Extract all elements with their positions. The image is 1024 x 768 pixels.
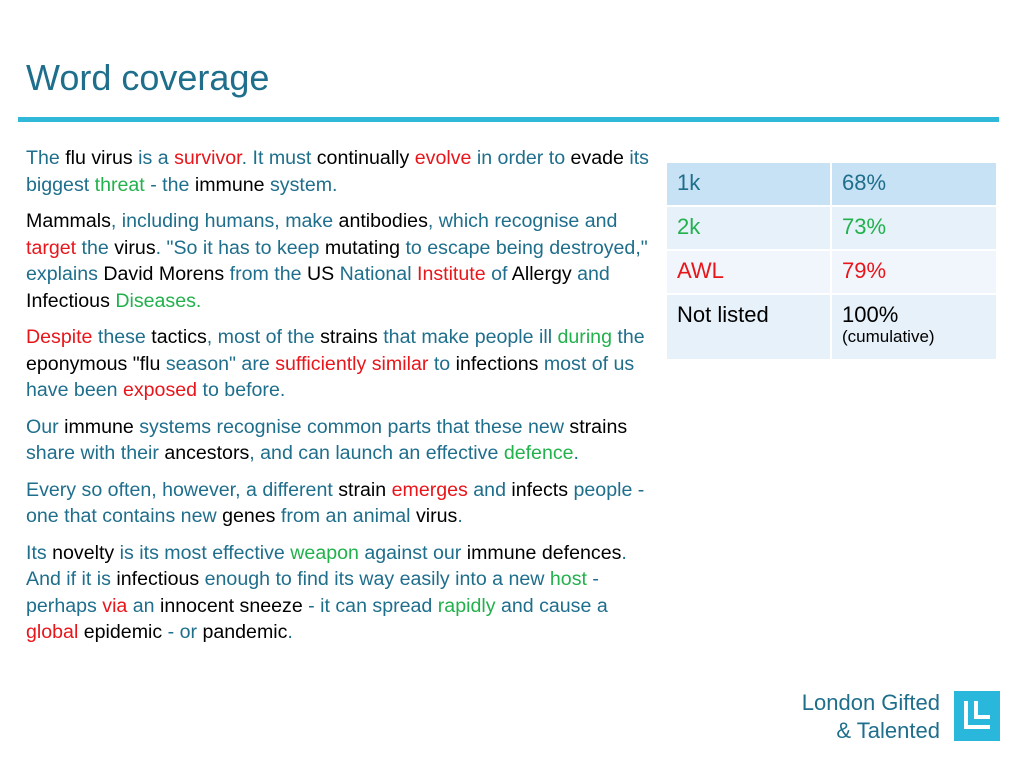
word-awl: target [26, 236, 77, 259]
word-1k: the [611, 326, 645, 348]
cumulative-note: (cumulative) [842, 327, 935, 346]
paragraph-1 [26, 145, 652, 198]
coverage-table [665, 161, 998, 361]
word-not-listed: epidemic [83, 621, 163, 643]
band-cell: AWL [666, 250, 831, 294]
word-2k: threat [94, 173, 145, 196]
page-title: Word coverage [26, 57, 270, 98]
word-1k: Every so often, however, a different [26, 478, 339, 501]
word-1k: Its [26, 541, 53, 564]
word-not-listed: evade [570, 147, 630, 169]
word-1k: - or [162, 621, 203, 643]
word-not-listed: virus [415, 505, 458, 527]
word-1k: - it can spread [302, 594, 438, 617]
word-not-listed: infects [511, 478, 574, 501]
word-1k: - the [144, 173, 195, 196]
word-not-listed: infections [455, 352, 539, 375]
word-1k: systems recognise common parts that these new [139, 415, 570, 438]
word-1k: an [127, 594, 161, 617]
word-not-listed: novelty [52, 541, 120, 564]
word-1k: . [457, 505, 463, 527]
word-not-listed: strain [338, 478, 392, 501]
word-1k: most of us have been [26, 352, 635, 401]
word-not-listed: pandemic [202, 621, 288, 643]
word-1k: and [571, 263, 610, 285]
word-1k: - perhaps [26, 568, 599, 617]
word-2k: defence [503, 442, 574, 464]
word-1k: these [92, 326, 152, 348]
word-1k: from an animal [280, 505, 416, 527]
word-1k: , which recognise and [427, 210, 618, 232]
word-1k: National [339, 263, 417, 285]
word-not-listed: Mammals [26, 210, 111, 232]
word-1k: . "So it has to keep [155, 236, 325, 259]
word-not-listed: ancestors [164, 442, 250, 464]
word-1k: and [467, 478, 512, 501]
word-awl: Institute [417, 263, 486, 285]
band-cell: Not listed [666, 294, 831, 360]
word-1k: to [428, 352, 456, 375]
word-awl: emerges [391, 478, 468, 501]
word-1k: the [76, 236, 115, 259]
title-divider [18, 117, 999, 122]
percent-cell [831, 294, 997, 360]
word-not-listed: eponymous "flu [26, 352, 166, 375]
logo [784, 689, 1000, 745]
word-1k: is its most effective [119, 541, 291, 564]
word-not-listed: David Morens [103, 263, 225, 285]
logo-text [802, 689, 940, 745]
word-1k: is a [138, 147, 175, 169]
word-2k: during [557, 326, 612, 348]
word-1k: its biggest [26, 147, 649, 196]
word-not-listed: tactics [151, 326, 207, 348]
table-row-1k [666, 162, 997, 206]
percent-cell: 79% [831, 250, 997, 294]
paragraph-5 [26, 477, 652, 530]
lgt-logo-mark-icon [954, 691, 1000, 741]
word-not-listed: infectious [116, 568, 205, 590]
paragraph-6 [26, 540, 652, 646]
paragraph-4 [26, 414, 652, 467]
word-2k: host [549, 568, 587, 590]
word-1k: people - one that contains new [26, 478, 645, 527]
word-2k: rapidly [437, 594, 496, 617]
word-awl: exposed [122, 379, 198, 401]
word-not-listed: continually [316, 147, 415, 169]
word-1k: that make people ill [377, 326, 558, 348]
word-not-listed: Infectious [26, 289, 116, 312]
word-1k: and cause a [495, 594, 608, 617]
paragraph-3 [26, 324, 652, 404]
word-not-listed: immune [64, 415, 140, 438]
word-awl: Despite [26, 326, 93, 348]
word-awl: evolve [414, 147, 472, 169]
word-1k: to before. [197, 379, 286, 401]
logo-line-1: London Gifted [801, 690, 940, 715]
word-1k: , most of the [206, 326, 321, 348]
word-not-listed: Allergy [511, 263, 572, 285]
word-1k: Our [26, 415, 65, 438]
word-1k: of [485, 263, 512, 285]
word-1k: enough to find its way easily into a new [204, 568, 550, 590]
passage [26, 145, 652, 656]
word-not-listed: virus [114, 236, 156, 259]
table-row-2k [666, 206, 997, 250]
word-1k: share with their [26, 442, 165, 464]
word-not-listed: antibodies [338, 210, 428, 232]
word-not-listed: immune defences [466, 541, 622, 564]
word-1k: . It must [241, 147, 317, 169]
percent-cell: 73% [831, 206, 997, 250]
word-1k: , and can launch an effective [249, 442, 504, 464]
word-not-listed: innocent sneeze [160, 594, 303, 617]
word-1k: in order to [471, 147, 571, 169]
band-cell: 2k [666, 206, 831, 250]
logo-line-2: & Talented [836, 718, 940, 743]
word-1k: season" are [165, 352, 276, 375]
word-1k: against our [358, 541, 467, 564]
percent-value: 100% [842, 302, 899, 327]
paragraph-2 [26, 208, 652, 314]
table-row-awl [666, 250, 997, 294]
word-2k: weapon [290, 541, 359, 564]
band-cell: 1k [666, 162, 831, 206]
word-2k: Diseases. [115, 289, 202, 312]
word-not-listed: immune [194, 173, 270, 196]
word-not-listed: genes [222, 505, 281, 527]
word-1k: from the [224, 263, 307, 285]
word-1k: . And if it is [26, 541, 627, 590]
word-awl: survivor [174, 147, 242, 169]
word-not-listed: US [306, 263, 340, 285]
word-1k: to escape being destroyed," explains [26, 236, 648, 285]
percent-cell: 68% [831, 162, 997, 206]
word-1k: , including humans, make [110, 210, 339, 232]
word-1k: . [573, 442, 579, 464]
word-not-listed: strains [320, 326, 378, 348]
word-not-listed: flu virus [65, 147, 139, 169]
table-row-not-listed [666, 294, 997, 360]
word-awl: via [102, 594, 128, 617]
word-1k: . [287, 621, 293, 643]
word-1k: The [26, 147, 66, 169]
word-not-listed: strains [569, 415, 628, 438]
word-awl: global [26, 621, 79, 643]
word-1k: system. [270, 173, 338, 196]
word-not-listed: mutating [324, 236, 401, 259]
word-awl: sufficiently similar [275, 352, 429, 375]
